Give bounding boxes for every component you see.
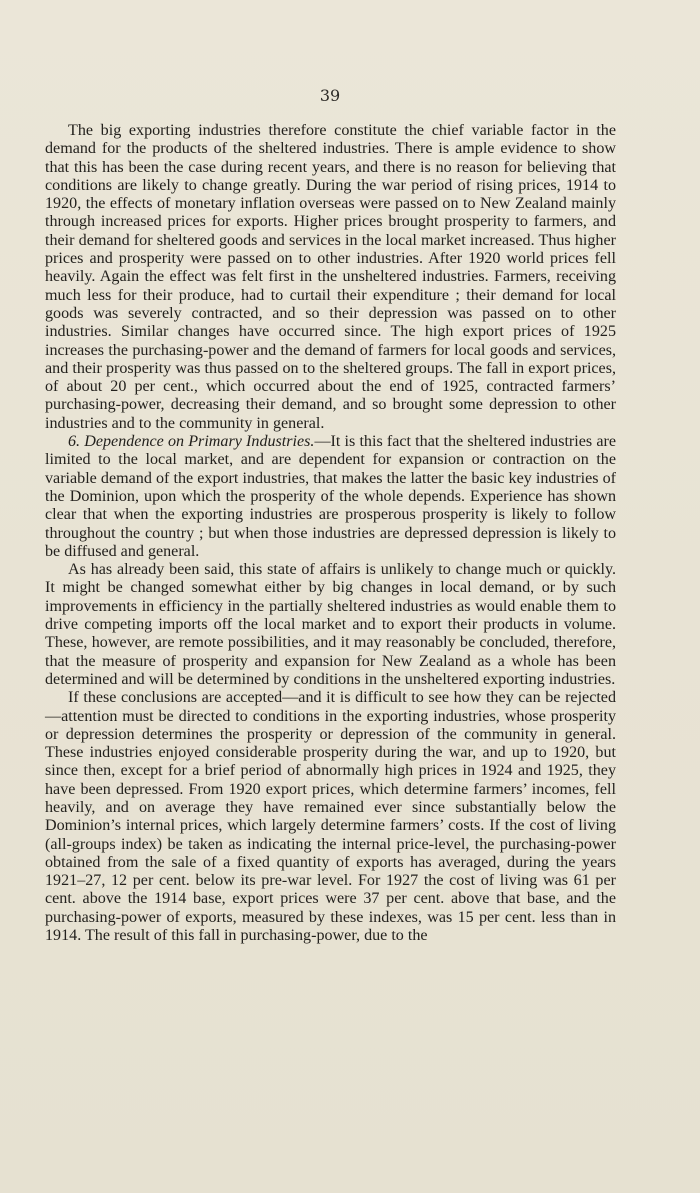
paragraph-3: As has already been said, this state of affairs is unlikely to change much or quickly. It might be changed somewhat either by big changes in local demand, or by such improvements in efficiency in the partially sheltered industries as would enable them to drive competing imports off the local market and to export their products in volume. These, however, are remote possibilities, and it may reasonably be concluded, therefore, that the measure of prosperity and expansion for New Zealand as a whole has been determined and will be determined by conditions in the unsheltered exporting industries. bbox=[45, 561, 616, 688]
body-text bbox=[45, 122, 616, 945]
paragraph-1: The big exporting industries therefore constitute the chief variable factor in the demand for the products of the sheltered industries. There is ample evidence to show that this has been the case during recent years, and there is no reason for believing that conditions are likely to change greatly. During the war period of rising prices, 1914 to 1920, the effects of monetary inflation overseas were passed on to New Zealand mainly through increased prices for exports. Higher prices brought prosperity to farmers, and their demand for sheltered goods and services in the local market increased. Thus higher prices and prosperity were passed on to other industries. After 1920 world prices fell heavily. Again the effect was felt first in the unsheltered industries. Farmers, receiving much less for their produce, had to curtail their expenditure ; their demand for local goods was severely contracted, and so their depression was passed on to other industries. Similar changes have occurred since. The high export prices of 1925 increases the purchasing-power and the demand of farmers for local goods and services, and their prosperity was thus passed on to the sheltered groups. The fall in export prices, of about 20 per cent., which occurred about the end of 1925, contracted farmers’ purchasing-power, decreasing their demand, and so brought some depression to other industries and to the community in general. bbox=[45, 122, 616, 432]
section-heading: 6. Dependence on Primary Industries. bbox=[68, 433, 315, 451]
paragraph-2 bbox=[45, 433, 616, 561]
paragraph-4: If these conclusions are accepted—and it is difficult to see how they can be rejected—attention must be directed to conditions in the exporting industries, whose prosperity or depression determines the prosperity or depression of the community in general. These industries enjoyed considerable prosperity during the war, and up to 1920, but since then, except for a brief period of abnormally high prices in 1924 and 1925, they have been depressed. From 1920 export prices, which determine farmers’ incomes, fell heavily, and on average they have remained ever since substantially below the Dominion’s internal prices, which largely determine farmers’ costs. If the cost of living (all-groups index) be taken as indicating the internal price-level, the purchasing-power obtained from the sale of a fixed quantity of exports has averaged, during the years 1921–27, 12 per cent. below its pre-war level. For 1927 the cost of living was 61 per cent. above the 1914 base, export prices were 37 per cent. above that base, and the purchasing-power of exports, measured by these indexes, was 15 per cent. less than in 1914. The result of this fall in purchasing-power, due to the bbox=[45, 689, 616, 945]
paragraph-2-text: —It is this fact that the sheltered industries are limited to the local market, and are dependent for expansion or contraction on the variable demand of the export industries, that makes the latter the basic key industries of the Dominion, upon which the prosperity of the whole depends. Experience has shown clear that when the exporting industries are prosperous prosperity is likely to follow throughout the country ; but when those industries are depressed depression is likely to be diffused and general. bbox=[45, 433, 616, 560]
page-number: 39 bbox=[319, 86, 341, 105]
